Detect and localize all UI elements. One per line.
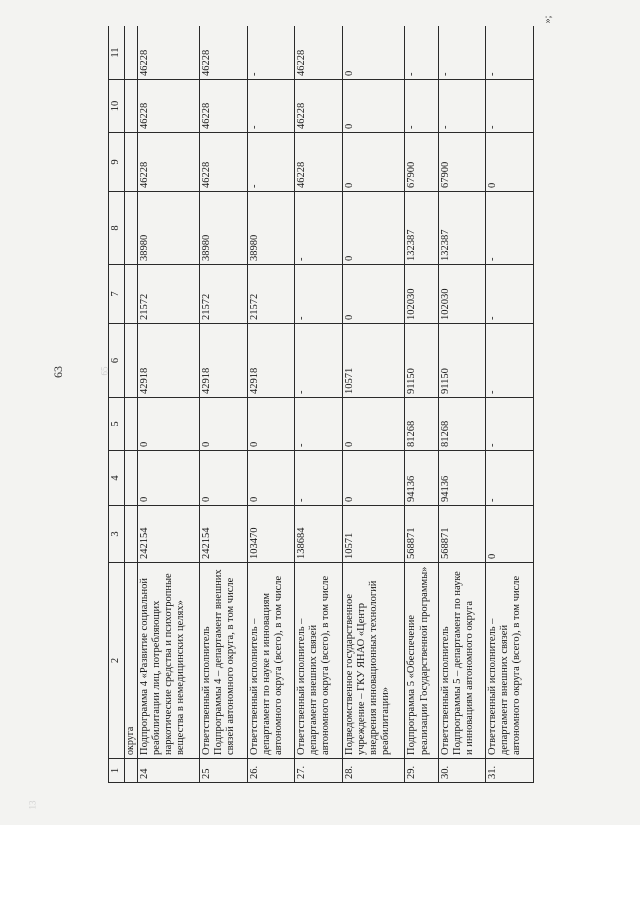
value-cell: - bbox=[486, 192, 534, 265]
value-cell: 132387 bbox=[438, 192, 486, 265]
value-cell: - bbox=[486, 80, 534, 133]
value-cell: - bbox=[295, 324, 343, 398]
value-cell: 21572 bbox=[247, 265, 295, 324]
value-cell: 0 bbox=[137, 398, 199, 451]
value-cell: 0 bbox=[343, 133, 405, 192]
row-name-cell: Ответственный исполнитель – департамент по науке и инновациям автономного округа (всего), в том числе bbox=[247, 563, 295, 759]
value-cell: 0 bbox=[343, 26, 405, 80]
row-number-cell: 30. bbox=[438, 759, 486, 783]
value-cell: 67900 bbox=[438, 133, 486, 192]
value-cell: 67900 bbox=[405, 133, 438, 192]
value-cell: 103470 bbox=[247, 506, 295, 563]
budget-table-frame bbox=[108, 26, 534, 783]
value-cell: 42918 bbox=[199, 324, 247, 398]
value-cell: - bbox=[486, 398, 534, 451]
value-cell: - bbox=[405, 26, 438, 80]
row-name-cell: Подведомственное государственное учреждение – ГКУ ЯНАО «Центр внедрения инновационных технологий реабилитации» bbox=[343, 563, 405, 759]
table-row bbox=[405, 26, 438, 783]
table-row bbox=[438, 26, 486, 783]
cell bbox=[125, 324, 138, 398]
row-number-cell: 25 bbox=[199, 759, 247, 783]
value-cell: 242154 bbox=[137, 506, 199, 563]
value-cell: - bbox=[438, 80, 486, 133]
header-row bbox=[109, 26, 125, 783]
value-cell: 10571 bbox=[343, 324, 405, 398]
row-number-cell: 29. bbox=[405, 759, 438, 783]
value-cell: 0 bbox=[343, 451, 405, 506]
cell bbox=[125, 133, 138, 192]
value-cell: 46228 bbox=[295, 26, 343, 80]
header-cell: 7 bbox=[109, 265, 125, 324]
row-name-cell: Ответственный исполнитель Подпрограммы 4 – департамент внешних связей автономного округа, в том числе bbox=[199, 563, 247, 759]
value-cell: 38980 bbox=[137, 192, 199, 265]
value-cell: 46228 bbox=[199, 80, 247, 133]
value-cell: 0 bbox=[343, 80, 405, 133]
value-cell: 132387 bbox=[405, 192, 438, 265]
value-cell: 91150 bbox=[438, 324, 486, 398]
value-cell: 0 bbox=[199, 451, 247, 506]
header-cell: 6 bbox=[109, 324, 125, 398]
cell bbox=[125, 26, 138, 80]
value-cell: 46228 bbox=[137, 26, 199, 80]
continuation-row bbox=[125, 26, 138, 783]
row-number-cell: 26. bbox=[247, 759, 295, 783]
value-cell: 242154 bbox=[199, 506, 247, 563]
value-cell: 0 bbox=[486, 133, 534, 192]
value-cell: 0 bbox=[343, 192, 405, 265]
value-cell: - bbox=[295, 451, 343, 506]
value-cell: 138684 bbox=[295, 506, 343, 563]
value-cell: 21572 bbox=[199, 265, 247, 324]
value-cell: 42918 bbox=[247, 324, 295, 398]
cell bbox=[125, 192, 138, 265]
value-cell: 42918 bbox=[137, 324, 199, 398]
row-name-cell: Подпрограмма 4 «Развитие социальной реабилитации лиц, потребляющих наркотические средства и психотропные вещества в немедицинских целях» bbox=[137, 563, 199, 759]
value-cell: 46228 bbox=[137, 133, 199, 192]
edge-mark: »; bbox=[542, 15, 554, 24]
value-cell: 46228 bbox=[199, 26, 247, 80]
table-row bbox=[137, 26, 199, 783]
value-cell: - bbox=[295, 398, 343, 451]
header-cell: 5 bbox=[109, 398, 125, 451]
table-row bbox=[486, 26, 534, 783]
page-bottom-margin bbox=[0, 825, 640, 905]
value-cell: 46228 bbox=[295, 133, 343, 192]
value-cell: 0 bbox=[199, 398, 247, 451]
row-number-cell: 31. bbox=[486, 759, 534, 783]
value-cell: - bbox=[405, 80, 438, 133]
row-number-cell: 27. bbox=[295, 759, 343, 783]
row-number-cell: 24 bbox=[137, 759, 199, 783]
value-cell: - bbox=[247, 26, 295, 80]
value-cell: 38980 bbox=[247, 192, 295, 265]
header-cell: 2 bbox=[109, 563, 125, 759]
value-cell: 0 bbox=[343, 265, 405, 324]
row-name-cell: Ответственный исполнитель – департамент внешних связей автономного округа (всего), в том числе bbox=[295, 563, 343, 759]
row-name-cell: Ответственный исполнитель – департамент внешних связей автономного округа (всего), в том числе bbox=[486, 563, 534, 759]
value-cell: - bbox=[295, 265, 343, 324]
page-number: 63 bbox=[51, 366, 65, 378]
budget-table-rotated bbox=[108, 26, 534, 783]
table-row bbox=[343, 26, 405, 783]
value-cell: 46228 bbox=[199, 133, 247, 192]
value-cell: 0 bbox=[247, 451, 295, 506]
row-name-cell: Подпрограмма 5 «Обеспечение реализации Государственной программы» bbox=[405, 563, 438, 759]
cell bbox=[125, 80, 138, 133]
header-cell: 11 bbox=[109, 26, 125, 80]
bleed-through-number: 13 bbox=[27, 800, 38, 810]
value-cell: 568871 bbox=[438, 506, 486, 563]
value-cell: - bbox=[486, 451, 534, 506]
value-cell: 568871 bbox=[405, 506, 438, 563]
value-cell: 91150 bbox=[405, 324, 438, 398]
continuation-text: округа bbox=[125, 563, 138, 759]
header-cell: 9 bbox=[109, 133, 125, 192]
budget-table bbox=[108, 26, 534, 783]
value-cell: 10571 bbox=[343, 506, 405, 563]
cell bbox=[125, 451, 138, 506]
value-cell: 0 bbox=[137, 451, 199, 506]
row-number-cell: 28. bbox=[343, 759, 405, 783]
value-cell: - bbox=[247, 80, 295, 133]
value-cell: 21572 bbox=[137, 265, 199, 324]
value-cell: - bbox=[438, 26, 486, 80]
value-cell: 81268 bbox=[438, 398, 486, 451]
value-cell: 102030 bbox=[438, 265, 486, 324]
table-row bbox=[247, 26, 295, 783]
value-cell: 38980 bbox=[199, 192, 247, 265]
value-cell: - bbox=[486, 265, 534, 324]
table-row bbox=[295, 26, 343, 783]
header-cell: 3 bbox=[109, 506, 125, 563]
value-cell: 94136 bbox=[405, 451, 438, 506]
value-cell: 102030 bbox=[405, 265, 438, 324]
cell bbox=[125, 759, 138, 783]
cell bbox=[125, 398, 138, 451]
table-row bbox=[199, 26, 247, 783]
value-cell: 94136 bbox=[438, 451, 486, 506]
row-name-cell: Ответственный исполнитель Подпрограммы 5 – департамент по науке и инновациям автономного округа bbox=[438, 563, 486, 759]
cell bbox=[125, 265, 138, 324]
value-cell: 81268 bbox=[405, 398, 438, 451]
value-cell: - bbox=[486, 324, 534, 398]
value-cell: - bbox=[247, 133, 295, 192]
header-cell: 1 bbox=[109, 759, 125, 783]
value-cell: 46228 bbox=[295, 80, 343, 133]
header-cell: 8 bbox=[109, 192, 125, 265]
value-cell: 0 bbox=[247, 398, 295, 451]
cell bbox=[125, 506, 138, 563]
bleed-through-number: 65 bbox=[99, 366, 110, 376]
value-cell: - bbox=[295, 192, 343, 265]
value-cell: 46228 bbox=[137, 80, 199, 133]
value-cell: 0 bbox=[486, 506, 534, 563]
value-cell: - bbox=[486, 26, 534, 80]
header-cell: 10 bbox=[109, 80, 125, 133]
header-cell: 4 bbox=[109, 451, 125, 506]
value-cell: 0 bbox=[343, 398, 405, 451]
